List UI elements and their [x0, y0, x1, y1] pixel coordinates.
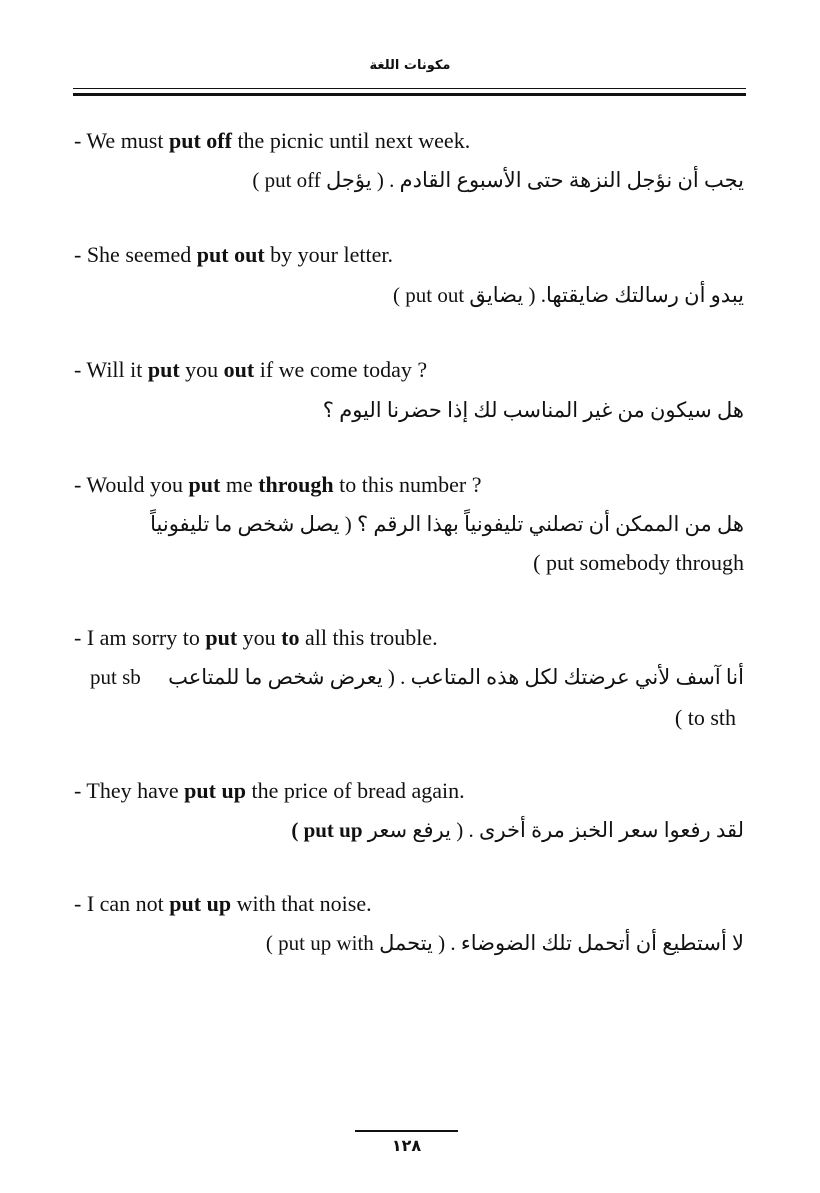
entry-6-arabic: لقد رفعوا سعر الخبز مرة أخرى . ( يرفع سعر put up ): [291, 818, 744, 842]
entry-3-english: - Will it put you out if we come today ?: [74, 357, 428, 382]
entry-5-arabic-left-term: put sb: [90, 665, 141, 689]
entry-3-arabic: هل سيكون من غير المناسب لك إذا حضرنا اليوم ؟: [322, 398, 744, 422]
entry-5-arabic-continuation: ( to sth: [674, 705, 736, 730]
entry-4-arabic-continuation: ( put somebody through: [533, 550, 744, 575]
entry-4-english: - Would you put me through to this number ?: [74, 472, 482, 497]
entry-6-english: - They have put up the price of bread again.: [74, 778, 465, 803]
header-rule-thin: [73, 88, 746, 89]
entry-7-arabic: لا أستطيع أن أتحمل تلك الضوضاء . ( يتحمل put up with ): [265, 931, 744, 955]
entry-5-arabic: أنا آسف لأني عرضتك لكل هذه المتاعب . ( يعرض شخص ما للمتاعب: [168, 665, 744, 689]
entry-7-english: - I can not put up with that noise.: [74, 891, 372, 916]
page-header-title: مكونات اللغة: [369, 58, 451, 73]
entry-4-arabic: هل من الممكن أن تصلني تليفونياً بهذا الرقم ؟ ( يصل شخص ما تليفونياً: [150, 512, 744, 536]
page-number: ١٢٨: [391, 1136, 422, 1155]
header-rule-thick: [73, 93, 746, 96]
entry-2-arabic: يبدو أن رسالتك ضايقتها. ( يضايق put out ): [392, 283, 744, 307]
entry-2-english: - She seemed put out by your letter.: [74, 242, 393, 267]
entry-1-english: - We must put off the picnic until next week.: [74, 128, 471, 153]
entry-1-arabic: يجب أن نؤجل النزهة حتى الأسبوع القادم . ( يؤجل put off ): [252, 168, 744, 192]
footer-rule: [355, 1130, 458, 1132]
entry-5-english: - I am sorry to put you to all this trouble.: [74, 625, 438, 650]
